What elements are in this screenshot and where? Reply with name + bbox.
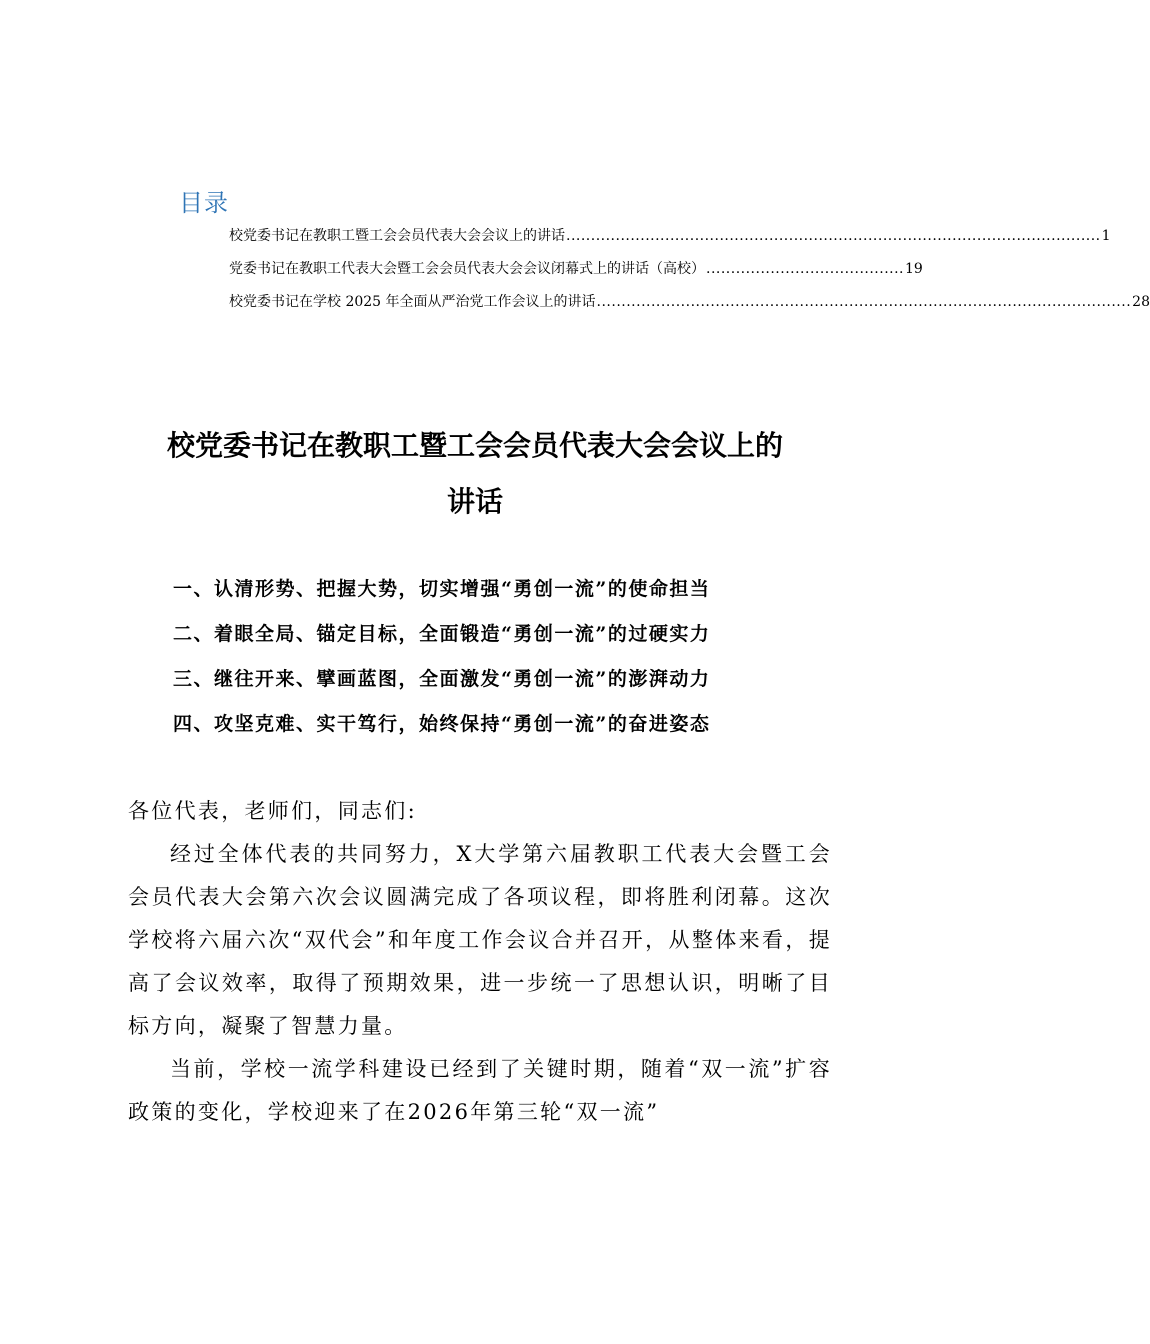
toc-entry-text: 校党委书记在教职工暨工会会员代表大会会议上的讲话 — [229, 228, 565, 244]
outline-item: 四、攻坚克难、实干笃行，始终保持“勇创一流”的奋进姿态 — [173, 713, 711, 735]
toc-entry-page: 19 — [905, 261, 923, 277]
document-title-line: 讲话 — [446, 485, 503, 518]
section-outline — [173, 574, 813, 754]
toc-entry-leader: ........................................ — [706, 261, 905, 277]
toc-entry-page: 1 — [1101, 228, 1111, 244]
toc-entry-page: 28 — [1132, 294, 1150, 310]
toc-entry-text: 校党委书记在学校 2025 年全面从严治党工作会议上的讲话 — [229, 294, 596, 310]
toc-entry-text: 党委书记在教职工代表大会暨工会会员代表大会会议闭幕式上的讲话（高校） — [229, 261, 705, 277]
document-title-line: 校党委书记在教职工暨工会会员代表大会会议上的 — [166, 429, 783, 462]
outline-item: 一、认清形势、把握大势，切实增强“勇创一流”的使命担当 — [173, 578, 711, 600]
toc-title: 目录 — [179, 189, 229, 217]
body-paragraph: 经过全体代表的共同努力，X大学第六届教职工代表大会暨工会会员代表大会第六次会议圆满完成了各项议程，即将胜利闭幕。这次学校将六届六次“双代会”和年度工作会议合并召开，从整体来看，提高了会议效率，取得了预期效果，进一步统一了思想认识，明晰了目标方向，凝聚了智慧力量。 — [128, 842, 832, 1038]
table-of-contents — [229, 226, 1150, 325]
outline-item: 二、着眼全局、锚定目标，全面锻造“勇创一流”的过硬实力 — [173, 623, 711, 645]
toc-entry-leader: ............................................................................................................ — [596, 294, 1132, 310]
toc-entry[interactable] — [229, 292, 1150, 325]
toc-entry[interactable] — [229, 259, 923, 292]
document-body — [128, 790, 832, 1134]
toc-entry-leader: ............................................................................................................ — [566, 228, 1101, 244]
document-title — [118, 418, 832, 530]
outline-item: 三、继往开来、擘画蓝图，全面激发“勇创一流”的澎湃动力 — [173, 668, 711, 690]
toc-entry[interactable] — [229, 226, 1111, 259]
body-paragraph: 当前，学校一流学科建设已经到了关键时期，随着“双一流”扩容政策的变化，学校迎来了在2026年第三轮“双一流” — [128, 1057, 832, 1124]
greeting: 各位代表，老师们，同志们: — [128, 799, 417, 823]
